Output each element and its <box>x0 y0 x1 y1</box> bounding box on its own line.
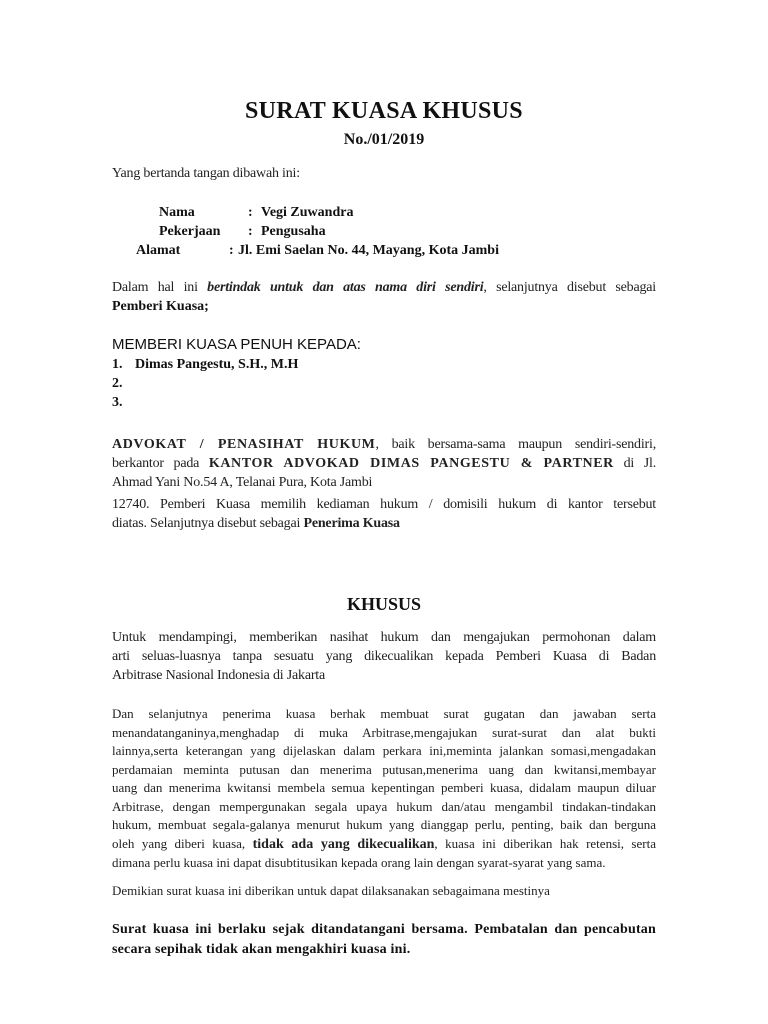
rights-line-2: menandatanganinya,menghadap di muka Arbitrase,mengajukan surat-surat dan alat bukti <box>112 724 656 740</box>
advocate-paragraph <box>112 435 656 492</box>
field-value-nama: Vegi Zuwandra <box>261 205 354 220</box>
advocate-address: Ahmad Yani No.54 A, Telanai Pura, Kota Jambi <box>112 475 373 490</box>
field-sep-pekerjaan: : <box>248 224 253 239</box>
field-sep-alamat: : <box>229 243 234 258</box>
rights-line-6: Arbitrase, dengan mempergunakan segala upaya hukum dan/atau mengambil tindakan-tindakan <box>112 798 656 814</box>
document-number: No./01/2019 <box>343 131 425 148</box>
validity-line-1: Surat kuasa ini berlaku sejak ditandatangani bersama. Pembatalan dan pencabutan <box>112 922 656 937</box>
advocate-l2-rest: di Jl. <box>613 456 656 471</box>
penerima-kuasa-label: Penerima Kuasa <box>303 516 400 531</box>
advocate-l2-prefix: berkantor pada <box>112 456 209 471</box>
field-value-alamat: Jl. Emi Saelan No. 44, Mayang, Kota Jambi <box>238 243 499 258</box>
rights-exception-emphasis: tidak ada yang dikecualikan <box>252 836 435 852</box>
acting-suffix: , selanjutnya disebut sebagai <box>483 280 657 295</box>
advocate-l1-rest: , baik bersama-sama maupun sendiri-sendiri, <box>375 437 656 452</box>
domicile-l2-prefix: diatas. Selanjutnya disebut sebagai <box>112 516 304 531</box>
law-office-name: KANTOR ADVOKAD DIMAS PANGESTU & PARTNER <box>208 456 614 471</box>
purpose-line-2: arti seluas-luasnya tanpa sesuatu yang dikecualikan kepada Pemberi Kuasa di Badan <box>112 649 656 664</box>
rights-line-5: uang dan menerima kwitansi membela semua kepentingan pemberi kuasa, didalam maupun diluar <box>112 780 656 795</box>
acting-emphasis: bertindak untuk dan atas nama diri sendiri <box>207 280 484 295</box>
validity-paragraph <box>112 920 656 960</box>
domicile-paragraph <box>112 495 656 533</box>
purpose-paragraph <box>112 628 656 685</box>
field-label-pekerjaan: Pekerjaan <box>159 224 221 239</box>
field-label-nama: Nama <box>159 205 195 220</box>
field-sep-nama: : <box>248 205 253 220</box>
rights-l8-prefix: oleh yang diberi kuasa, <box>112 835 253 851</box>
rights-line-9: dimana perlu kuasa ini dapat disubtitusikan kepada orang lain dengan syarat-syarat yang sama. <box>112 855 606 870</box>
grantee-name-1: Dimas Pangestu, S.H., M.H <box>135 357 299 372</box>
rights-line-7: hukum, membuat segala-galanya menurut hukum yang dianggap perlu, penting, baik dan berguna <box>112 817 656 832</box>
pemberi-kuasa-label: Pemberi Kuasa; <box>112 299 209 314</box>
rights-paragraph <box>112 705 656 873</box>
domicile-line-1: 12740. Pemberi Kuasa memilih kediaman hukum / domisili hukum di kantor tersebut <box>112 497 656 512</box>
field-value-pekerjaan: Pengusaha <box>261 224 326 239</box>
rights-line-3: lainnya,serta keterangan yang dijelaskan dalam perkara ini,meminta jalankan somasi,mengadakan <box>112 743 656 758</box>
validity-line-2: secara sepihak tidak akan mengakhiri kuasa ini. <box>112 942 411 957</box>
purpose-line-1: Untuk mendampingi, memberikan nasihat hukum dan mengajukan permohonan dalam <box>112 630 656 645</box>
grantee-number-2: 2. <box>112 376 123 391</box>
rights-line-4: perdamaian meminta putusan dan menerima putusan,menerima uang dan kwitansi,membayar <box>112 761 656 777</box>
document-title: SURAT KUASA KHUSUS <box>245 98 523 124</box>
section-title-khusus: KHUSUS <box>346 594 422 614</box>
acting-prefix: Dalam hal ini <box>112 280 208 295</box>
intro-text: Yang bertanda tangan dibawah ini: <box>112 166 300 181</box>
purpose-line-3: Arbitrase Nasional Indonesia di Jakarta <box>112 668 326 683</box>
rights-l8-suffix: , kuasa ini diberikan hak retensi, serta <box>434 835 656 851</box>
grantee-number-1: 1. <box>112 357 123 372</box>
grantee-number-3: 3. <box>112 395 123 410</box>
field-label-alamat: Alamat <box>136 243 181 258</box>
grant-heading: MEMBERI KUASA PENUH KEPADA: <box>112 336 361 353</box>
closing-statement: Demikian surat kuasa ini diberikan untuk dapat dilaksanakan sebagaimana mestinya <box>112 883 550 898</box>
acting-paragraph <box>112 278 656 316</box>
rights-line-1: Dan selanjutnya penerima kuasa berhak membuat surat gugatan dan jawaban serta <box>112 706 656 721</box>
advocate-title: ADVOKAT / PENASIHAT HUKUM <box>112 437 376 452</box>
